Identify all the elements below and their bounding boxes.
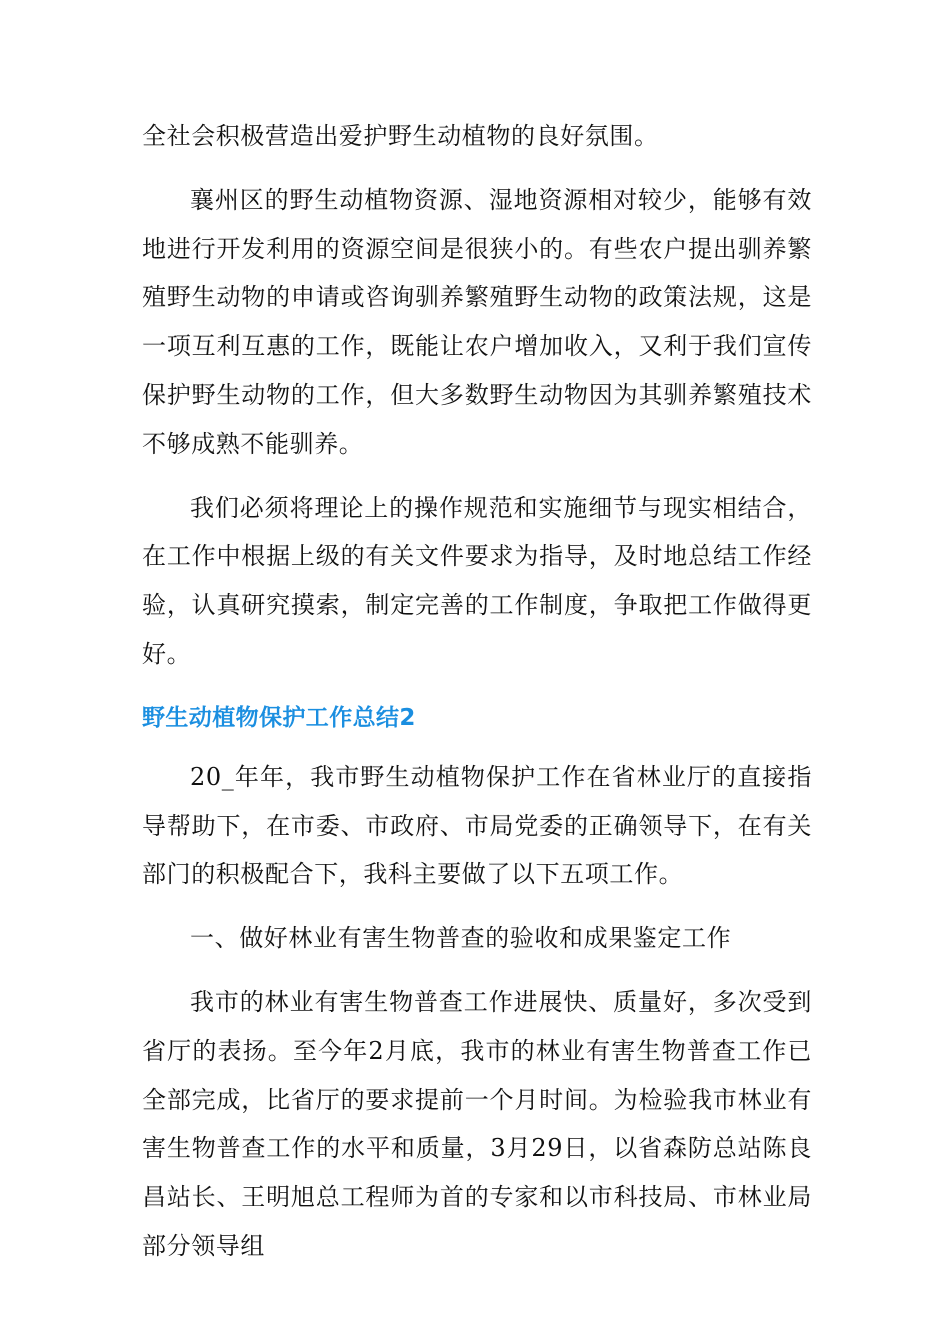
paragraph-6: 我市的林业有害生物普查工作进展快、质量好，多次受到省厅的表扬。至今年2月底，我市的林业有害生物普查工作已全部完成，比省厅的要求提前一个月时间。为检验我市林业有害生物普查工作的水平和质量，3月29日，以省森防总站陈良昌站长、王明旭总工程师为首的专家和以市科技局、市林业局部分领导组 xyxy=(142,987,812,1260)
paragraph-5: 一、做好林业有害生物普查的验收和成果鉴定工作 xyxy=(190,924,732,953)
section-heading: 野生动植物保护工作总结2 xyxy=(142,704,416,731)
paragraph-4: 20_年年，我市野生动植物保护工作在省林业厅的直接指导帮助下，在市委、市政府、市局党委的正确领导下，在有关部门的积极配合下，我科主要做了以下五项工作。 xyxy=(142,762,812,889)
document-body xyxy=(142,112,812,1286)
paragraph-2: 襄州区的野生动植物资源、湿地资源相对较少，能够有效地进行开发利用的资源空间是很狭小的。有些农户提出驯养繁殖野生动物的申请或咨询驯养繁殖野生动物的政策法规，这是一项互利互惠的工作，既能让农户增加收入，又利于我们宣传保护野生动物的工作，但大多数野生动物因为其驯养繁殖技术不够成熟不能驯养。 xyxy=(142,185,812,458)
paragraph-3: 我们必须将理论上的操作规范和实施细节与现实相结合，在工作中根据上级的有关文件要求为指导，及时地总结工作经验，认真研究摸索，制定完善的工作制度，争取把工作做得更好。 xyxy=(142,493,812,668)
paragraph-1: 全社会积极营造出爱护野生动植物的良好氛围。 xyxy=(142,122,659,150)
